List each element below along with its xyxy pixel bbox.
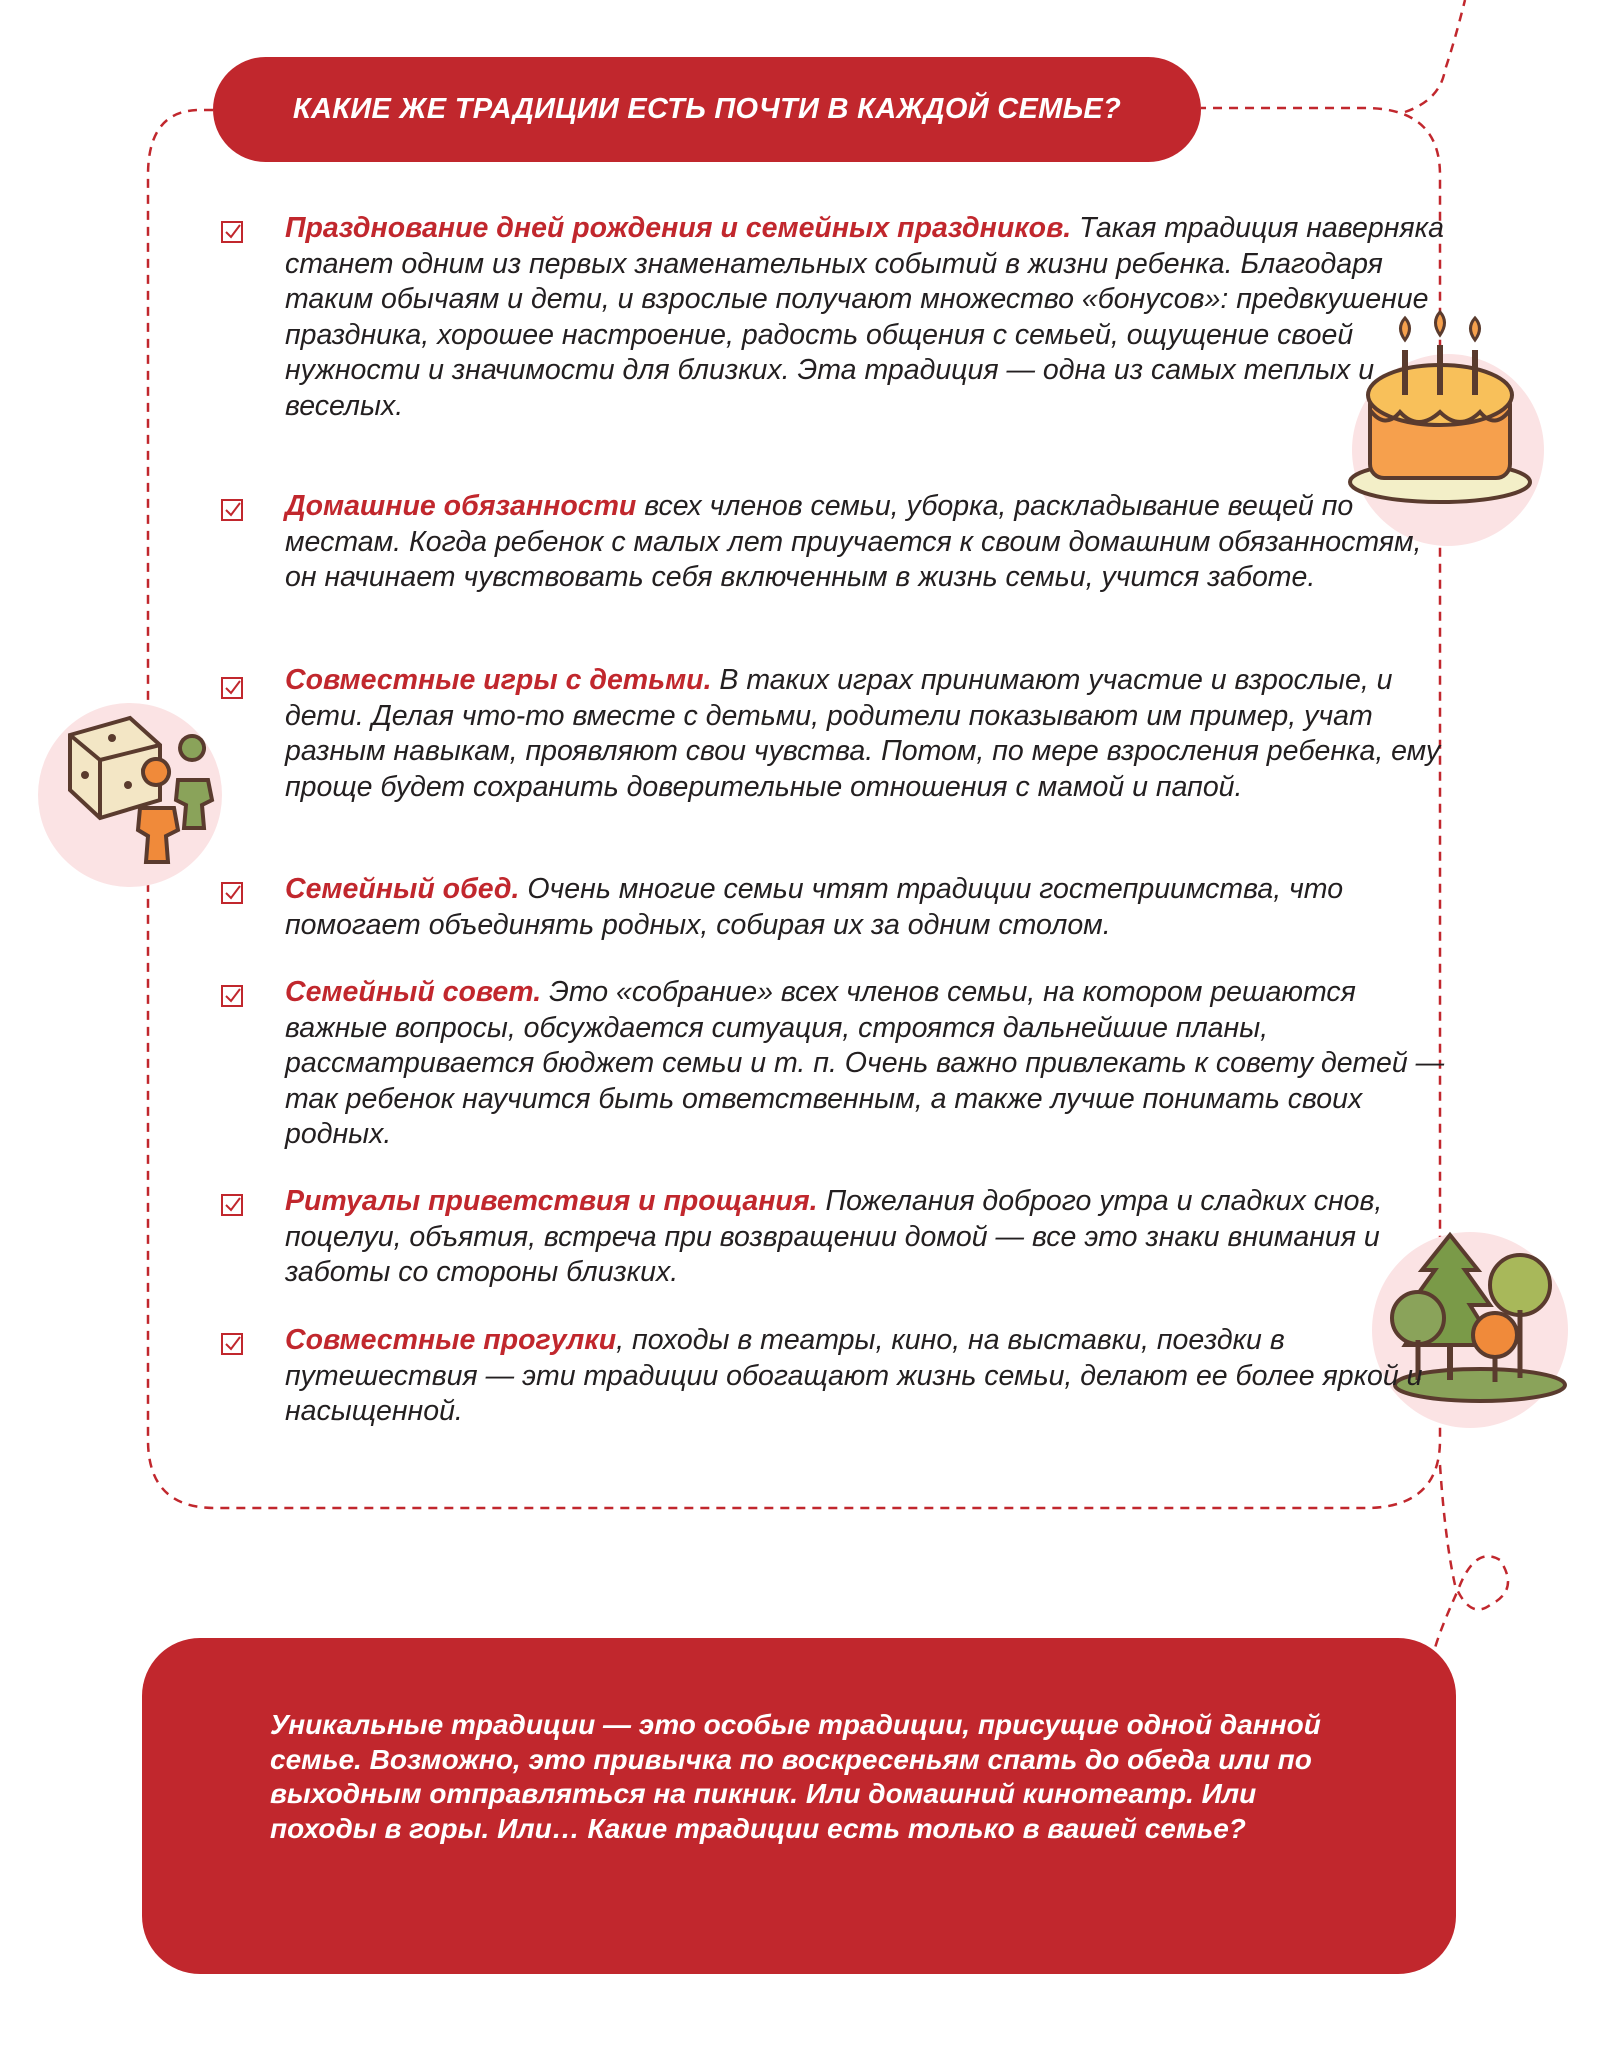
list-item-body: Пожелания доброго утра и сладких снов, поцелуи, объятия, встреча при возвращении домой — все это знаки внимания и заботы со стороны близких. bbox=[285, 1185, 1383, 1288]
list-item-text bbox=[285, 872, 1455, 943]
checkbox-icon bbox=[221, 1194, 243, 1216]
dashed-curve-top bbox=[1405, 0, 1465, 112]
list-item-body: , походы в театры, кино, на выставки, поездки в путешествия — эти традиции обогащают жизнь семьи, делают ее более яркой и насыщенной. bbox=[285, 1324, 1423, 1427]
checkbox-icon bbox=[221, 499, 243, 521]
title-banner bbox=[213, 57, 1201, 162]
list-item-lead: Празднование дней рождения и семейных праздников. bbox=[285, 212, 1072, 244]
list-item-text bbox=[285, 975, 1455, 1153]
list-item-lead: Совместные прогулки bbox=[285, 1324, 617, 1356]
page-title: КАКИЕ ЖЕ ТРАДИЦИИ ЕСТЬ ПОЧТИ В КАЖДОЙ СЕМЬЕ? bbox=[292, 93, 1122, 125]
checkbox-icon bbox=[221, 882, 243, 904]
list-item-body: Очень многие семьи чтят традиции гостеприимства, что помогает объединять родных, собирая их за одним столом. bbox=[285, 873, 1344, 941]
list-item-lead: Домашние обязанности bbox=[285, 490, 637, 522]
checkbox-icon bbox=[221, 985, 243, 1007]
list-item-text bbox=[285, 1323, 1455, 1430]
note-text: Уникальные традиции — это особые традиции, присущие одной данной семье. Возможно, это привычка по воскресеньям спать до обеда или по выходным отправляться на пикник. Или домашний кинотеатр. Или походы в горы. Или… Какие традиции есть только в вашей семье? bbox=[270, 1709, 1321, 1844]
list-item-text bbox=[285, 1184, 1455, 1291]
checkbox-icon bbox=[221, 677, 243, 699]
unique-traditions-note bbox=[142, 1638, 1456, 1974]
list-item-text bbox=[285, 211, 1455, 424]
checkbox-icon bbox=[221, 221, 243, 243]
list-item-body: Такая традиция наверняка станет одним из первых знаменательных событий в жизни ребенка. Благодаря таким обычаям и дети, и взрослые получают множество «бонусов»: предвкушение праздника, хорошее настроение, радость общения с семьей, ощущение своей нужности и значимости для близких. Эта традиция — одна из самых теплых и веселых. bbox=[285, 212, 1444, 422]
list-item-body: всех членов семьи, уборка, раскладывание вещей по местам. Когда ребенок с малых лет приучается к своим домашним обязанностям, он начинает чувствовать себя включенным в жизнь семьи, учится заботе. bbox=[285, 490, 1422, 593]
list-item-lead: Семейный совет. bbox=[285, 976, 542, 1008]
list-item-lead: Семейный обед. bbox=[285, 873, 520, 905]
list-item-text bbox=[285, 489, 1455, 596]
dashed-curve-bottom bbox=[1435, 1465, 1508, 1648]
list-item-lead: Совместные игры с детьми. bbox=[285, 664, 712, 696]
list-item-body: В таких играх принимают участие и взрослые, и дети. Делая что-то вместе с детьми, родители показывают им пример, учат разным навыкам, проявляют свои чувства. Потом, по мере взросления ребенка, ему проще будет сохранить доверительные отношения с мамой и папой. bbox=[285, 664, 1441, 803]
dice-and-game-pieces-icon bbox=[38, 703, 222, 887]
list-item-text bbox=[285, 663, 1455, 805]
checkbox-icon bbox=[221, 1333, 243, 1355]
list-item-lead: Ритуалы приветствия и прощания. bbox=[285, 1185, 818, 1217]
list-item-body: Это «собрание» всех членов семьи, на котором решаются важные вопросы, обсуждается ситуация, строятся дальнейшие планы, рассматривается бюджет семьи и т. п. Очень важно привлекать к совету детей — так ребенок научится быть ответственным, а также лучше понимать своих родных. bbox=[285, 976, 1445, 1150]
